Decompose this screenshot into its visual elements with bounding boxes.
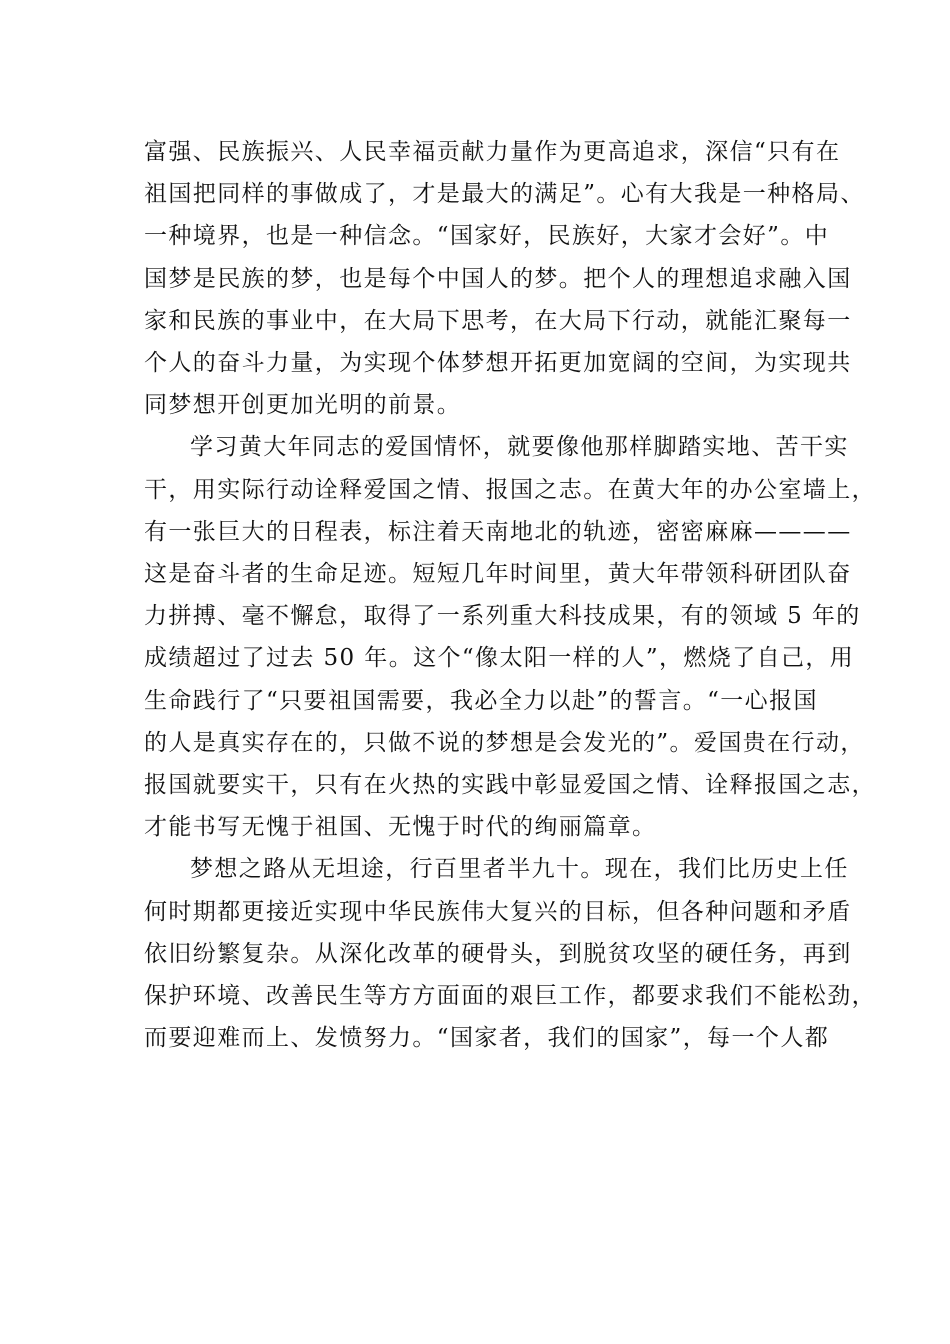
text-line: 一种境界，也是一种信念。“国家好，民族好，大家才会好”。中 [144, 223, 830, 250]
text-line: 个人的奋斗力量，为实现个体梦想开拓更加宽阔的空间，为实现共 [144, 350, 852, 377]
text-line: 有一张巨大的日程表，标注着天南地北的轨迹，密密麻麻———— [144, 518, 852, 545]
text-line: 同梦想开创更加光明的前景。 [144, 392, 462, 419]
text-line: 学习黄大年同志的爱国情怀，就要像他那样脚踏实地、苦干实 [190, 434, 849, 461]
text-line: 生命践行了“只要祖国需要，我必全力以赴”的誓言。“一心报国 [144, 687, 818, 714]
document-body [144, 131, 876, 1059]
text-line: 梦想之路从无坦途，行百里者半九十。现在，我们比历史上任 [190, 856, 849, 883]
text-line: 干，用实际行动诠释爱国之情、报国之志。在黄大年的办公室墙上， [144, 476, 876, 503]
text-line: 祖国把同样的事做成了，才是最大的满足”。心有大我是一种格局、 [144, 181, 865, 208]
paragraph-2 [144, 426, 876, 848]
text-line: 富强、民族振兴、人民幸福贡献力量作为更高追求，深信“只有在 [144, 139, 841, 165]
text-line: 这是奋斗者的生命足迹。短短几年时间里，黄大年带领科研团队奋 [144, 561, 852, 588]
text-line: 才能书写无愧于祖国、无愧于时代的绚丽篇章。 [144, 814, 657, 841]
text-line: 的人是真实存在的，只做不说的梦想是会发光的”。爱国贵在行动， [144, 729, 865, 756]
text-line: 何时期都更接近实现中华民族伟大复兴的目标，但各种问题和矛盾 [144, 898, 852, 925]
text-line: 依旧纷繁复杂。从深化改革的硬骨头，到脱贫攻坚的硬任务，再到 [144, 940, 852, 967]
text-line: 力拼搏、毫不懈怠，取得了一系列重大科技成果，有的领域 5 年的 [144, 603, 861, 630]
text-line: 而要迎难而上、发愤努力。“国家者，我们的国家”，每一个人都 [144, 1025, 830, 1052]
paragraph-3 [144, 848, 876, 1059]
text-line: 成绩超过了过去 50 年。这个“像太阳一样的人”，燃烧了自己，用 [144, 645, 855, 672]
paragraph-1 [144, 131, 865, 426]
text-line: 保护环境、改善民生等方方面面的艰巨工作，都要求我们不能松劲， [144, 983, 876, 1010]
text-line: 家和民族的事业中，在大局下思考，在大局下行动，就能汇聚每一 [144, 307, 852, 334]
text-line: 报国就要实干，只有在火热的实践中彰显爱国之情、诠释报国之志， [144, 772, 876, 799]
text-line: 国梦是民族的梦，也是每个中国人的梦。把个人的理想追求融入国 [144, 265, 852, 292]
